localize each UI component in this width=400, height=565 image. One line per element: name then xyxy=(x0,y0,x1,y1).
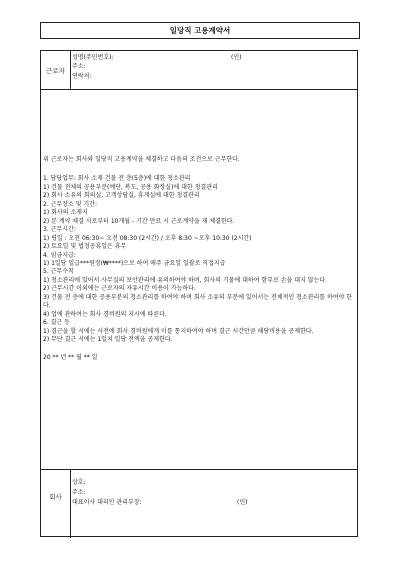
clause: 1) 청소관리에 있어서 사무실의 보안관리에 유의하여야 하며, 회사의 기물에 대하여 함부로 손을 대지 않는다. xyxy=(43,276,327,284)
company-seal: (인) xyxy=(237,499,248,506)
contract-form xyxy=(40,50,358,537)
clause: 1) 회사의 소재지 xyxy=(43,209,88,217)
worker-seal: (인) xyxy=(231,54,242,61)
clause: 6. 결근 등 xyxy=(43,319,70,327)
clause: 1) 건물 전체의 공용부분(예단, 복도, 공용 화장실)에 대한 청결관리 xyxy=(43,183,218,191)
company-label: 회사 xyxy=(49,493,62,501)
intro-text: 위 근로자는 회사와 일당직 고용계약을 체결하고 다음의 조건으로 근무한다. xyxy=(43,156,240,163)
clause: 2) 회사 소유의 회의실, 고객상담실, 휴게실에 대한 청결관리 xyxy=(43,192,200,200)
section-divider-top xyxy=(41,89,357,90)
clause: 3) 건물 전 층에 대한 공용부분의 청소관리를 하여야 하며 회사 소유의 부분에 있어서는 전체적인 청소관리를 하여야 한다. xyxy=(43,293,353,310)
document-title: 일당직 고용계약서 xyxy=(40,22,360,39)
clause: 4) 업에 관하여는 회사 경비원의 지시에 따른다. xyxy=(43,310,167,318)
worker-divider xyxy=(70,51,71,89)
clause: 3. 근무시간: xyxy=(43,226,76,234)
worker-label: 근로자 xyxy=(46,67,65,75)
contract-date: 20 ** 년 ** 월 ** 일 xyxy=(43,353,98,361)
worker-contact-field: 연락처: xyxy=(72,73,92,80)
worker-name-field: 성명(주민번호): xyxy=(72,54,114,61)
clause: 5. 근무수칙 xyxy=(43,268,74,276)
company-address-field: 주소: xyxy=(72,489,86,496)
clause: 4. 임금지급: xyxy=(43,251,76,259)
company-rep-field: 대표이사 대리인 관리부장: xyxy=(72,499,142,506)
clause: 2) 근무시간 이외에는 근로자의 자유시간 이용이 가능하다. xyxy=(43,285,196,293)
section-divider-bottom xyxy=(41,469,357,470)
clause: 2. 근무장소 및 기간: xyxy=(43,200,98,208)
company-divider xyxy=(70,469,71,538)
clause: 1) 평일 : 오전 06:30~ 오전 08:30 (2시간) / 오후 8:30 ~오후 10:30 (2시간) xyxy=(43,234,252,242)
company-name-field: 상호: xyxy=(72,479,86,486)
clause: 2) 본 계약 체결 시로부터 10개월 - 기간 만료 시 근로계약을 재 체결한다. xyxy=(43,217,235,225)
worker-address-field: 주소: xyxy=(72,63,86,70)
clause: 1. 담당업무: 회사 소재 건물 전 층(5층)에 대한 청소관리 xyxy=(43,175,191,183)
contract-body xyxy=(43,156,355,362)
clause: 2) 무단 결근 시에는 1일치 일당 전액을 공제한다. xyxy=(43,336,173,344)
clause: 1) 결근을 할 시에는 사전에 회사 경비원에게 이를 통지하여야 하며 결근 시간만큼 해당비용을 공제한다. xyxy=(43,327,314,335)
clause: 1) 1일당 일급***원정(₩****)으로 하여 매주 금요일 일괄로 직접지급 xyxy=(43,259,226,267)
clause: 2) 토요일 및 법정공휴일은 휴무 xyxy=(43,243,127,251)
